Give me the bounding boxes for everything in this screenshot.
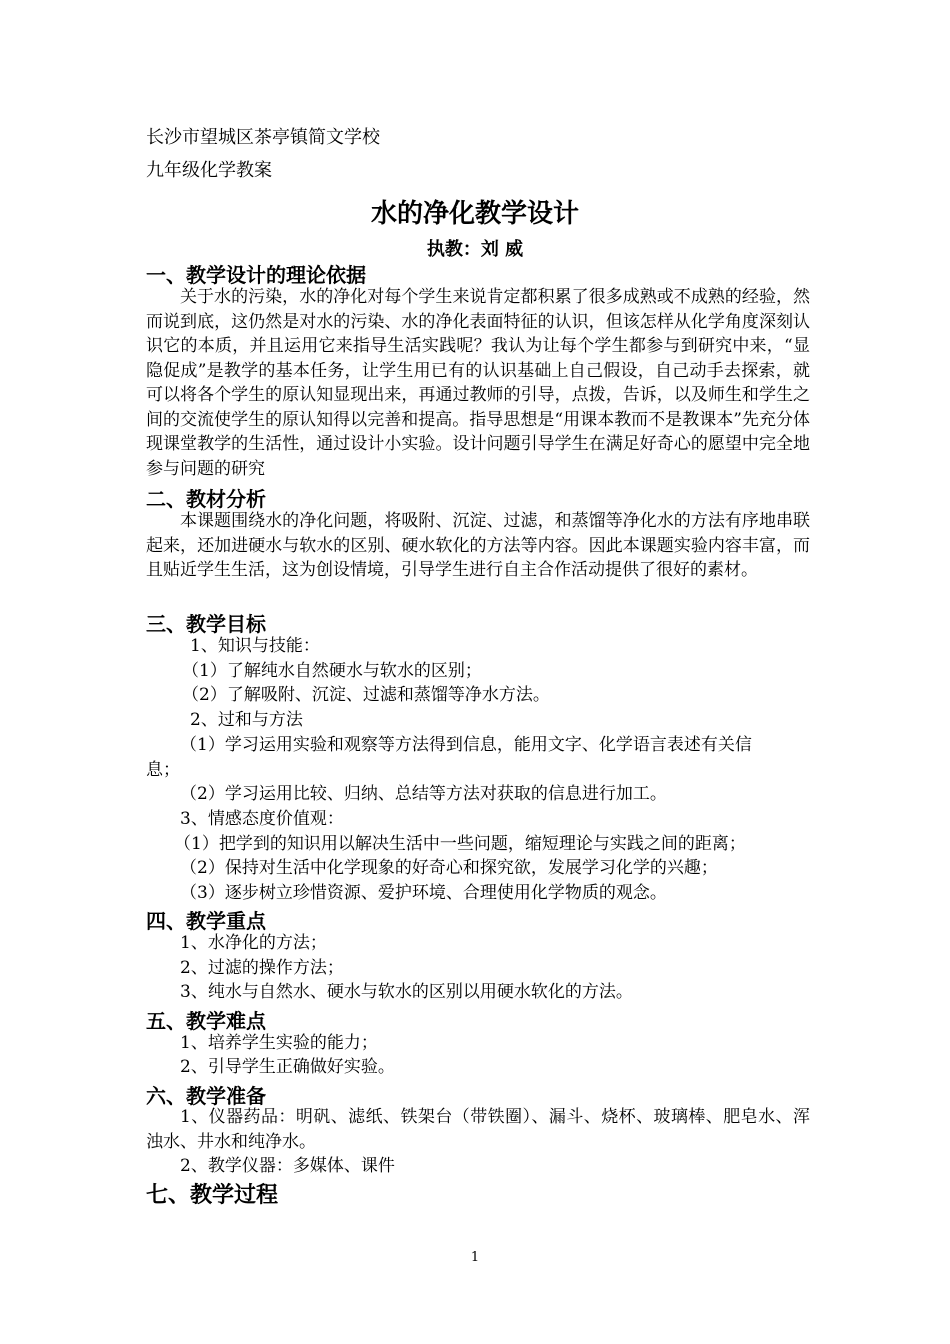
objective-line: （1）把学到的知识用以解决生活中一些问题，缩短理论与实践之间的距离；: [174, 834, 746, 854]
objective-line: （2）保持对生活中化学现象的好奇心和探究欲，发展学习化学的兴趣；: [180, 858, 718, 878]
objective-line: 3、情感态度价值观：: [180, 809, 344, 829]
objective-line: （1）了解纯水自然硬水与软水的区别；: [182, 661, 482, 681]
document-subtitle: 九年级化学教案: [146, 160, 272, 181]
section-material-paragraph: 本课题围绕水的净化问题，将吸附、沉淀、过滤，和蒸馏等净化水的方法有序地串联起来，还加进硬水与软水的区别、硬水软化的方法等内容。因此本课题实验内容丰富，而且贴近学生生活，这为创设情境，引导学生进行自主合作活动提供了很好的素材。: [146, 511, 810, 580]
objective-line: 2、过和与方法: [190, 710, 303, 730]
section-heading-key-points: 四、教学重点: [146, 909, 266, 933]
objective-line: （3）逐步树立珍惜资源、爱护环境、合理使用化学物质的观念。: [180, 883, 667, 903]
section-theory-paragraph: 关于水的污染，水的净化对每个学生来说肯定都积累了很多成熟或不成熟的经验，然而说到底，这仍然是对水的污染、水的净化表面特征的认识，但该怎样从化学角度深刻认识它的本质，并且运用它来指导生活实践呢？我认为让每个学生都参与到研究中来，“显隐促成”是教学的基本任务，让学生用已有的认识基础上自己假设，自己动手去探索，就可以将各个学生的原认知显现出来，再通过教师的引导，点拨，告诉，以及师生和学生之间的交流使学生的原认知得以完善和提高。指导思想是“用课本教而不是教课本”先充分体现课堂教学的生活性，通过设计小实验。设计问题引导学生在满足好奇心的愿望中完全地参与问题的研究: [146, 287, 810, 479]
objective-line: 1、知识与技能：: [190, 636, 320, 656]
preparation-paragraph: 1、仪器药品：明矾、滤纸、铁架台（带铁圈）、漏斗、烧杯、玻璃棒、肥皂水、浑浊水、井水和纯净水。: [146, 1107, 810, 1152]
objective-line: （2）学习运用比较、归纳、总结等方法对获取的信息进行加工。: [180, 784, 667, 804]
page-number: 1: [470, 1250, 480, 1265]
page-title: 水的净化教学设计: [370, 199, 579, 229]
section-heading-theory: 一、教学设计的理论依据: [146, 263, 366, 287]
section-heading-preparation: 六、教学准备: [146, 1084, 266, 1108]
section-heading-process: 七、教学过程: [146, 1183, 279, 1208]
key-point-line: 1、水净化的方法；: [180, 933, 327, 953]
difficulty-line: 1、培养学生实验的能力；: [180, 1033, 378, 1053]
objective-line: （1）学习运用实验和观察等方法得到信息，能用文字、化学语言表述有关信: [180, 735, 752, 755]
difficulty-line: 2、引导学生正确做好实验。: [180, 1057, 395, 1077]
section-heading-objectives: 三、教学目标: [146, 612, 266, 636]
objective-line: （2）了解吸附、沉淀、过滤和蒸馏等净水方法。: [182, 685, 550, 705]
section-heading-material: 二、教材分析: [146, 487, 266, 511]
key-point-line: 3、纯水与自然水、硬水与软水的区别以用硬水软化的方法。: [180, 982, 633, 1002]
section-heading-difficulties: 五、教学难点: [146, 1009, 266, 1033]
preparation-line: 2、教学仪器：多媒体、课件: [180, 1156, 395, 1176]
school-name: 长沙市望城区茶亭镇简文学校: [146, 127, 380, 148]
author-line: 执教：刘 威: [426, 239, 524, 260]
key-point-line: 2、过滤的操作方法；: [180, 958, 344, 978]
objective-line: 息；: [146, 760, 180, 780]
